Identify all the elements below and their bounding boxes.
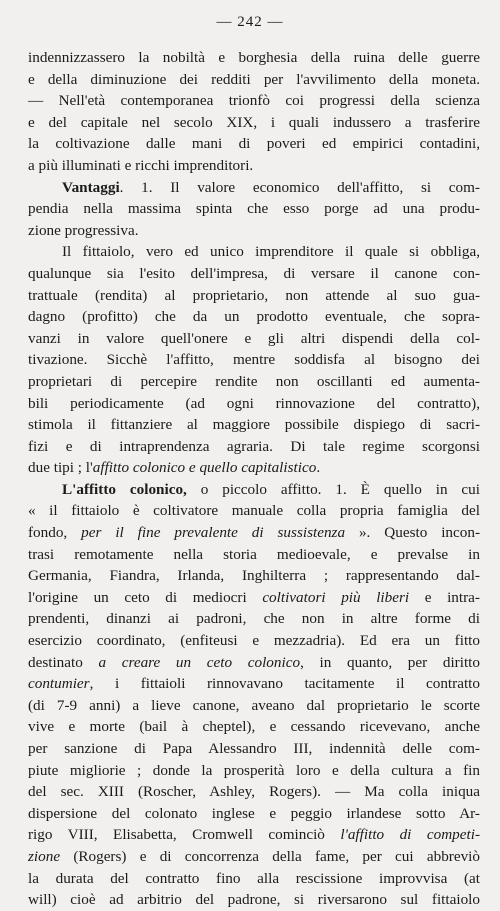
text-line: bili periodicamente (ad ogni rinnovazione del contratto), <box>28 394 480 412</box>
text-line: vive e morte (bail à cheptel), e cessando ricevevano, anche <box>28 718 480 736</box>
text-line <box>28 177 480 199</box>
text-line: la coltivazione dalle mani di poveri ed empirici contadini, <box>28 135 480 153</box>
text-line <box>28 457 480 479</box>
text-line: per sanzione di Papa Alessandro III, indennità delle com- <box>28 740 480 757</box>
text-span: (Rogers) e di concorrenza della fame, per cui abbreviò <box>60 847 480 865</box>
text-span: due tipi ; l' <box>28 459 93 477</box>
text-line: a più illuminati e ricchi imprenditori. <box>28 156 254 174</box>
text-line: will) cioè ad arbitrio del padrone, si riversarono sul fittaiolo <box>28 891 480 909</box>
text-span-italic: a creare un ceto colonico <box>98 653 301 671</box>
text-line: Germania, Fiandra, Irlanda, Inghilterra ; rappresentando dal- <box>28 567 480 585</box>
text-line: indennizzassero la nobiltà e borghesia della ruina delle guerre <box>28 49 480 66</box>
text-line <box>28 846 480 868</box>
text-line: « il fittaiolo è coltivatore manuale colla propria famiglia del <box>28 502 480 520</box>
text-span: destinato <box>28 653 99 671</box>
text-span: , i fittaioli rinnovavano tacitamente il contratto <box>89 675 480 693</box>
text-line <box>28 479 480 501</box>
text-line: prendenti, dinanzi ai padroni, che non in altre forme di <box>28 610 480 628</box>
text-line: Il fittaiolo, vero ed unico imprenditore il quale si obbliga, <box>62 243 480 261</box>
text-span: fondo, <box>28 524 82 542</box>
text-line <box>28 824 480 846</box>
text-line: tivazione. Sicchè l'affitto, mentre soddisfa al bisogno dei <box>28 351 480 369</box>
text-line: trasi remotamente nella storia medioevale, e prevalse in <box>28 545 480 563</box>
text-line: dispersione del colonato inglese e peggio irlandese sotto Ar- <box>28 804 480 822</box>
text-span-italic: affitto colonico e quello capitalistico <box>92 459 317 477</box>
text-span-italic: l'affitto di competi- <box>340 826 480 844</box>
text-span-italic: per il fine prevalente di sussistenza <box>81 524 346 542</box>
text-span: e intra- <box>409 588 480 606</box>
text-line: (di 7-9 anni) a lieve canone, aveano dal proprietario le scorte <box>28 696 480 714</box>
text-line: zione progressiva. <box>28 221 139 239</box>
text-line: del sec. XIII (Roscher, Ashley, Rogers). — Ma colla iniqua <box>28 783 480 801</box>
text-line: pendia nella massima spinta che esso porge ad una produ- <box>28 200 480 218</box>
text-line: stimola il fittanziere al maggiore possibile dispiego di sacri- <box>28 416 480 434</box>
section-heading-affitto-colonico: L'affitto colonico, <box>62 480 187 498</box>
text-line: la durata del contratto fino alla rescissione improvvisa (at <box>28 869 480 887</box>
text-line <box>28 522 480 544</box>
text-line: qualunque sia l'esito dell'impresa, di versare il canone con- <box>28 264 480 282</box>
text-line: esercizio coordinato, (enfiteusi e mezzadria). Ed era un fitto <box>28 632 480 650</box>
text-span: , in quanto, per diritto <box>300 653 480 671</box>
text-line: piute migliorie ; donde la prosperità loro e della cultura a fin <box>28 761 480 779</box>
text-line: proprietari di percepire rendite non oscillanti ed aumenta- <box>28 372 480 390</box>
text-span-italic: contumier <box>28 675 90 693</box>
body-text <box>28 47 480 911</box>
text-span-italic: zione <box>28 847 61 865</box>
text-span: ». Questo incon- <box>345 524 481 542</box>
text-line <box>28 673 480 695</box>
text-line: e del capitale nel secolo XIX, i quali indussero a trasferire <box>28 113 480 131</box>
text-line: — Nell'età contemporanea trionfò coi progressi della scienza <box>28 92 480 110</box>
text-line <box>28 652 480 674</box>
text-span: . 1. Il valore economico dell'affitto, si com- <box>119 178 480 196</box>
text-span-italic: coltivatori più liberi <box>262 588 410 606</box>
text-span: o piccolo affitto. 1. È quello in cui <box>186 480 480 498</box>
text-span: l'origine un ceto di mediocri <box>28 588 263 606</box>
text-line: dagno (profitto) che da un prodotto eventuale, che sopra- <box>28 308 480 326</box>
text-line: fizi e di intraprendenza agraria. Di tale regime scorgonsi <box>28 437 480 455</box>
text-span: . <box>316 459 321 477</box>
text-line: e della diminuzione dei redditi per l'avvilimento della moneta. <box>28 70 480 88</box>
text-line <box>28 587 480 609</box>
text-line: trattuale (rendita) al proprietario, non attende al suo gua- <box>28 286 480 304</box>
text-line: vanzi in valore quell'onere e gli altri dispendi della col- <box>28 329 480 347</box>
text-span: rigo VIII, Elisabetta, Cromwell cominciò <box>28 826 341 844</box>
section-heading-vantaggi: Vantaggi <box>62 178 120 196</box>
page-number: — 242 — <box>216 14 284 30</box>
